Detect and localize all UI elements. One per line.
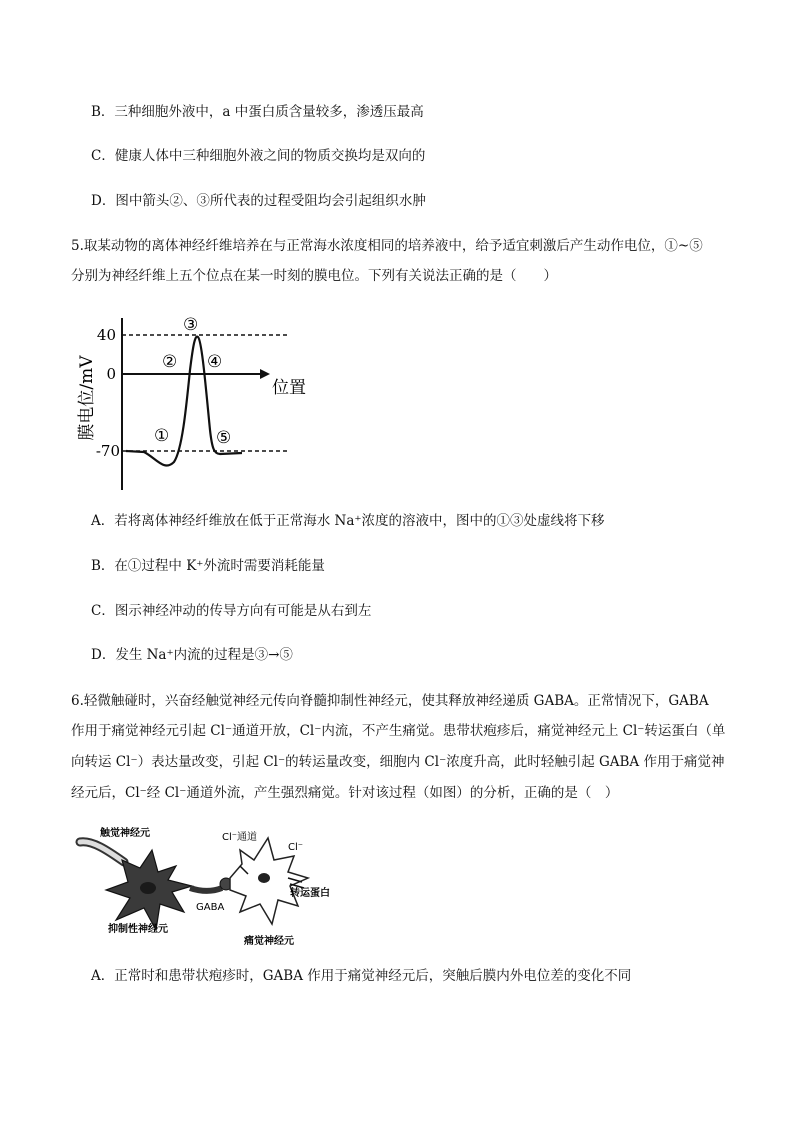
membrane-potential-figure [70, 310, 330, 495]
x-axis-arrow [260, 369, 270, 379]
label-touch-neuron: 触觉神经元 [100, 828, 150, 839]
q6-stem-line-2: 作用于痛觉神经元引起 Cl⁻通道开放，Cl⁻内流，不产生痛觉。患带状疱疹后，痛觉神经元上 Cl⁻转运蛋白（单 [71, 723, 726, 739]
q5-stem-line-1: 5.取某动物的离体神经纤维培养在与正常海水浓度相同的培养液中，给予适宜刺激后产生动作电位，①~⑤ [71, 238, 703, 254]
q5-option-a: A．若将离体神经纤维放在低于正常海水 Na⁺浓度的溶液中，图中的①③处虚线将下移 [91, 513, 605, 529]
point-label-5: ⑤ [216, 428, 232, 448]
q5-option-c: C．图示神经冲动的传导方向有可能是从右到左 [91, 603, 372, 619]
label-pain-neuron: 痛觉神经元 [244, 936, 294, 947]
tick-0: 0 [106, 365, 116, 383]
q5-stem-line-2: 分别为神经纤维上五个位点在某一时刻的膜电位。下列有关说法正确的是（ ） [71, 268, 557, 284]
neuron-figure [72, 820, 372, 955]
tick-neg70: -70 [95, 442, 120, 460]
inhibitory-neuron-nucleus [140, 882, 156, 894]
point-label-3: ③ [183, 315, 199, 335]
x-axis-label: 位置 [272, 378, 306, 398]
q4-option-b: B．三种细胞外液中，a 中蛋白质含量较多，渗透压最高 [91, 104, 424, 120]
q4-option-d: D．图中箭头②、③所代表的过程受阻均会引起组织水肿 [91, 193, 426, 209]
label-inhibitory-neuron: 抑制性神经元 [108, 924, 168, 935]
pain-neuron-nucleus [258, 873, 270, 883]
label-transporter: 转运蛋白 [290, 888, 330, 899]
q6-stem-line-3: 向转运 Cl⁻）表达量改变，引起 Cl⁻的转运量改变，细胞内 Cl⁻浓度升高，此时轻触引起 GABA 作用于痛觉神 [71, 754, 725, 770]
label-cl-channel: Cl⁻通道 [222, 832, 258, 843]
label-gaba: GABA [196, 902, 225, 913]
point-label-2: ② [162, 352, 178, 372]
q6-option-a: A．正常时和患带状疱疹时，GABA 作用于痛觉神经元后，突触后膜内外电位差的变化不同 [91, 968, 632, 984]
point-label-1: ① [154, 426, 170, 446]
q6-stem-line-4: 经元后，Cl⁻经 Cl⁻通道外流，产生强烈痛觉。针对该过程（如图）的分析，正确的是（ ） [71, 785, 619, 801]
q5-option-d: D．发生 Na⁺内流的过程是③→⑤ [91, 647, 293, 663]
label-cl: Cl⁻ [288, 842, 304, 853]
q4-option-c: C．健康人体中三种细胞外液之间的物质交换均是双向的 [91, 148, 426, 164]
point-label-4: ④ [207, 352, 223, 372]
q5-option-b: B．在①过程中 K⁺外流时需要消耗能量 [91, 558, 325, 574]
inhibitory-axon [190, 888, 222, 891]
y-axis-label: 膜电位/mV [77, 355, 97, 441]
q6-stem-line-1: 6.轻微触碰时，兴奋经触觉神经元传向脊髓抑制性神经元，使其释放神经递质 GABA。正常情况下，GABA [71, 693, 709, 709]
tick-40: 40 [96, 326, 116, 344]
